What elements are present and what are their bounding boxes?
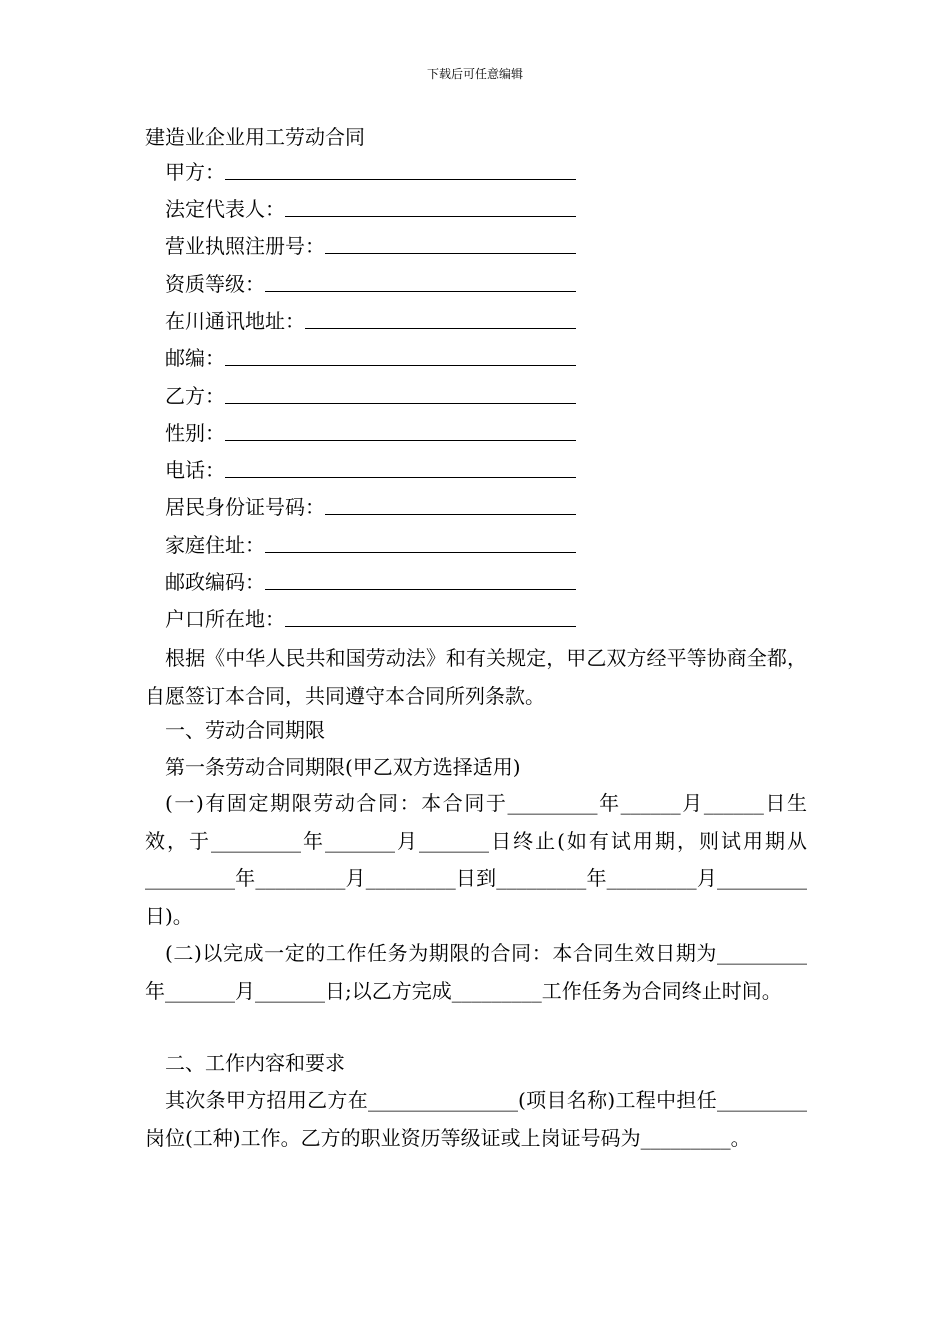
field-label: 家庭住址： bbox=[165, 533, 265, 557]
field-label: 户口所在地： bbox=[165, 607, 285, 631]
article-2-paragraph: 其次条甲方招用乙方在_______________(项目名称)工程中担任_________岗位(工种)工作。乙方的职业资历等级证或上岗证号码为_________。 bbox=[145, 1088, 807, 1150]
field-address bbox=[165, 305, 576, 335]
field-label: 法定代表人： bbox=[165, 197, 285, 221]
blank-line bbox=[305, 327, 576, 329]
field-label: 甲方： bbox=[165, 160, 225, 184]
intro-paragraph: 根据《中华人民共和国劳动法》和有关规定，甲乙双方经平等协商全都，自愿签订本合同，共同遵守本合同所列条款。 bbox=[145, 646, 807, 708]
field-label: 乙方： bbox=[165, 384, 225, 408]
field-party-a bbox=[165, 156, 576, 186]
field-label: 营业执照注册号： bbox=[165, 234, 325, 258]
field-label: 在川通讯地址： bbox=[165, 309, 305, 333]
field-business-license bbox=[165, 230, 576, 260]
field-label: 资质等级： bbox=[165, 272, 265, 296]
field-postal-code bbox=[165, 566, 576, 596]
field-label: 邮政编码： bbox=[165, 570, 265, 594]
section-heading-2: 二、工作内容和要求 bbox=[165, 1051, 345, 1075]
blank-line bbox=[225, 439, 576, 441]
blank-line bbox=[225, 476, 576, 478]
blank-line bbox=[285, 625, 576, 627]
blank-line bbox=[225, 364, 576, 366]
field-postcode-a bbox=[165, 342, 576, 372]
document-title: 建造业企业用工劳动合同 bbox=[145, 125, 365, 149]
clause-fixed-term: (一)有固定期限劳动合同：本合同于_________年______月______日生效，于_________年_______月_______日终止(如有试用期，则试用期从_________年_________月_________日到_________年_________月_________日)。 bbox=[145, 791, 807, 928]
blank-line bbox=[265, 551, 576, 553]
field-party-b bbox=[165, 380, 576, 410]
clause-task-term: (二)以完成一定的工作任务为期限的合同：本合同生效日期为_________年_______月_______日;以乙方完成_________工作任务为合同终止时间。 bbox=[145, 941, 807, 1003]
blank-line bbox=[285, 215, 576, 217]
field-id-number bbox=[165, 491, 576, 521]
field-phone bbox=[165, 454, 576, 484]
field-label: 邮编： bbox=[165, 346, 225, 370]
article-1-heading: 第一条劳动合同期限(甲乙双方选择适用) bbox=[165, 755, 521, 779]
field-qualification-level bbox=[165, 268, 576, 298]
section-heading-1: 一、劳动合同期限 bbox=[165, 718, 325, 742]
blank-line bbox=[265, 290, 576, 292]
page-header: 下载后可任意编辑 bbox=[426, 67, 523, 81]
field-legal-representative bbox=[165, 193, 576, 223]
blank-line bbox=[325, 252, 576, 254]
field-label: 性别： bbox=[165, 421, 225, 445]
blank-line bbox=[225, 178, 576, 180]
field-label: 居民身份证号码： bbox=[165, 495, 325, 519]
field-household-registration bbox=[165, 603, 576, 633]
blank-line bbox=[325, 513, 576, 515]
field-home-address bbox=[165, 529, 576, 559]
blank-line bbox=[225, 402, 576, 404]
field-label: 电话： bbox=[165, 458, 225, 482]
blank-line bbox=[265, 588, 576, 590]
field-gender bbox=[165, 417, 576, 447]
